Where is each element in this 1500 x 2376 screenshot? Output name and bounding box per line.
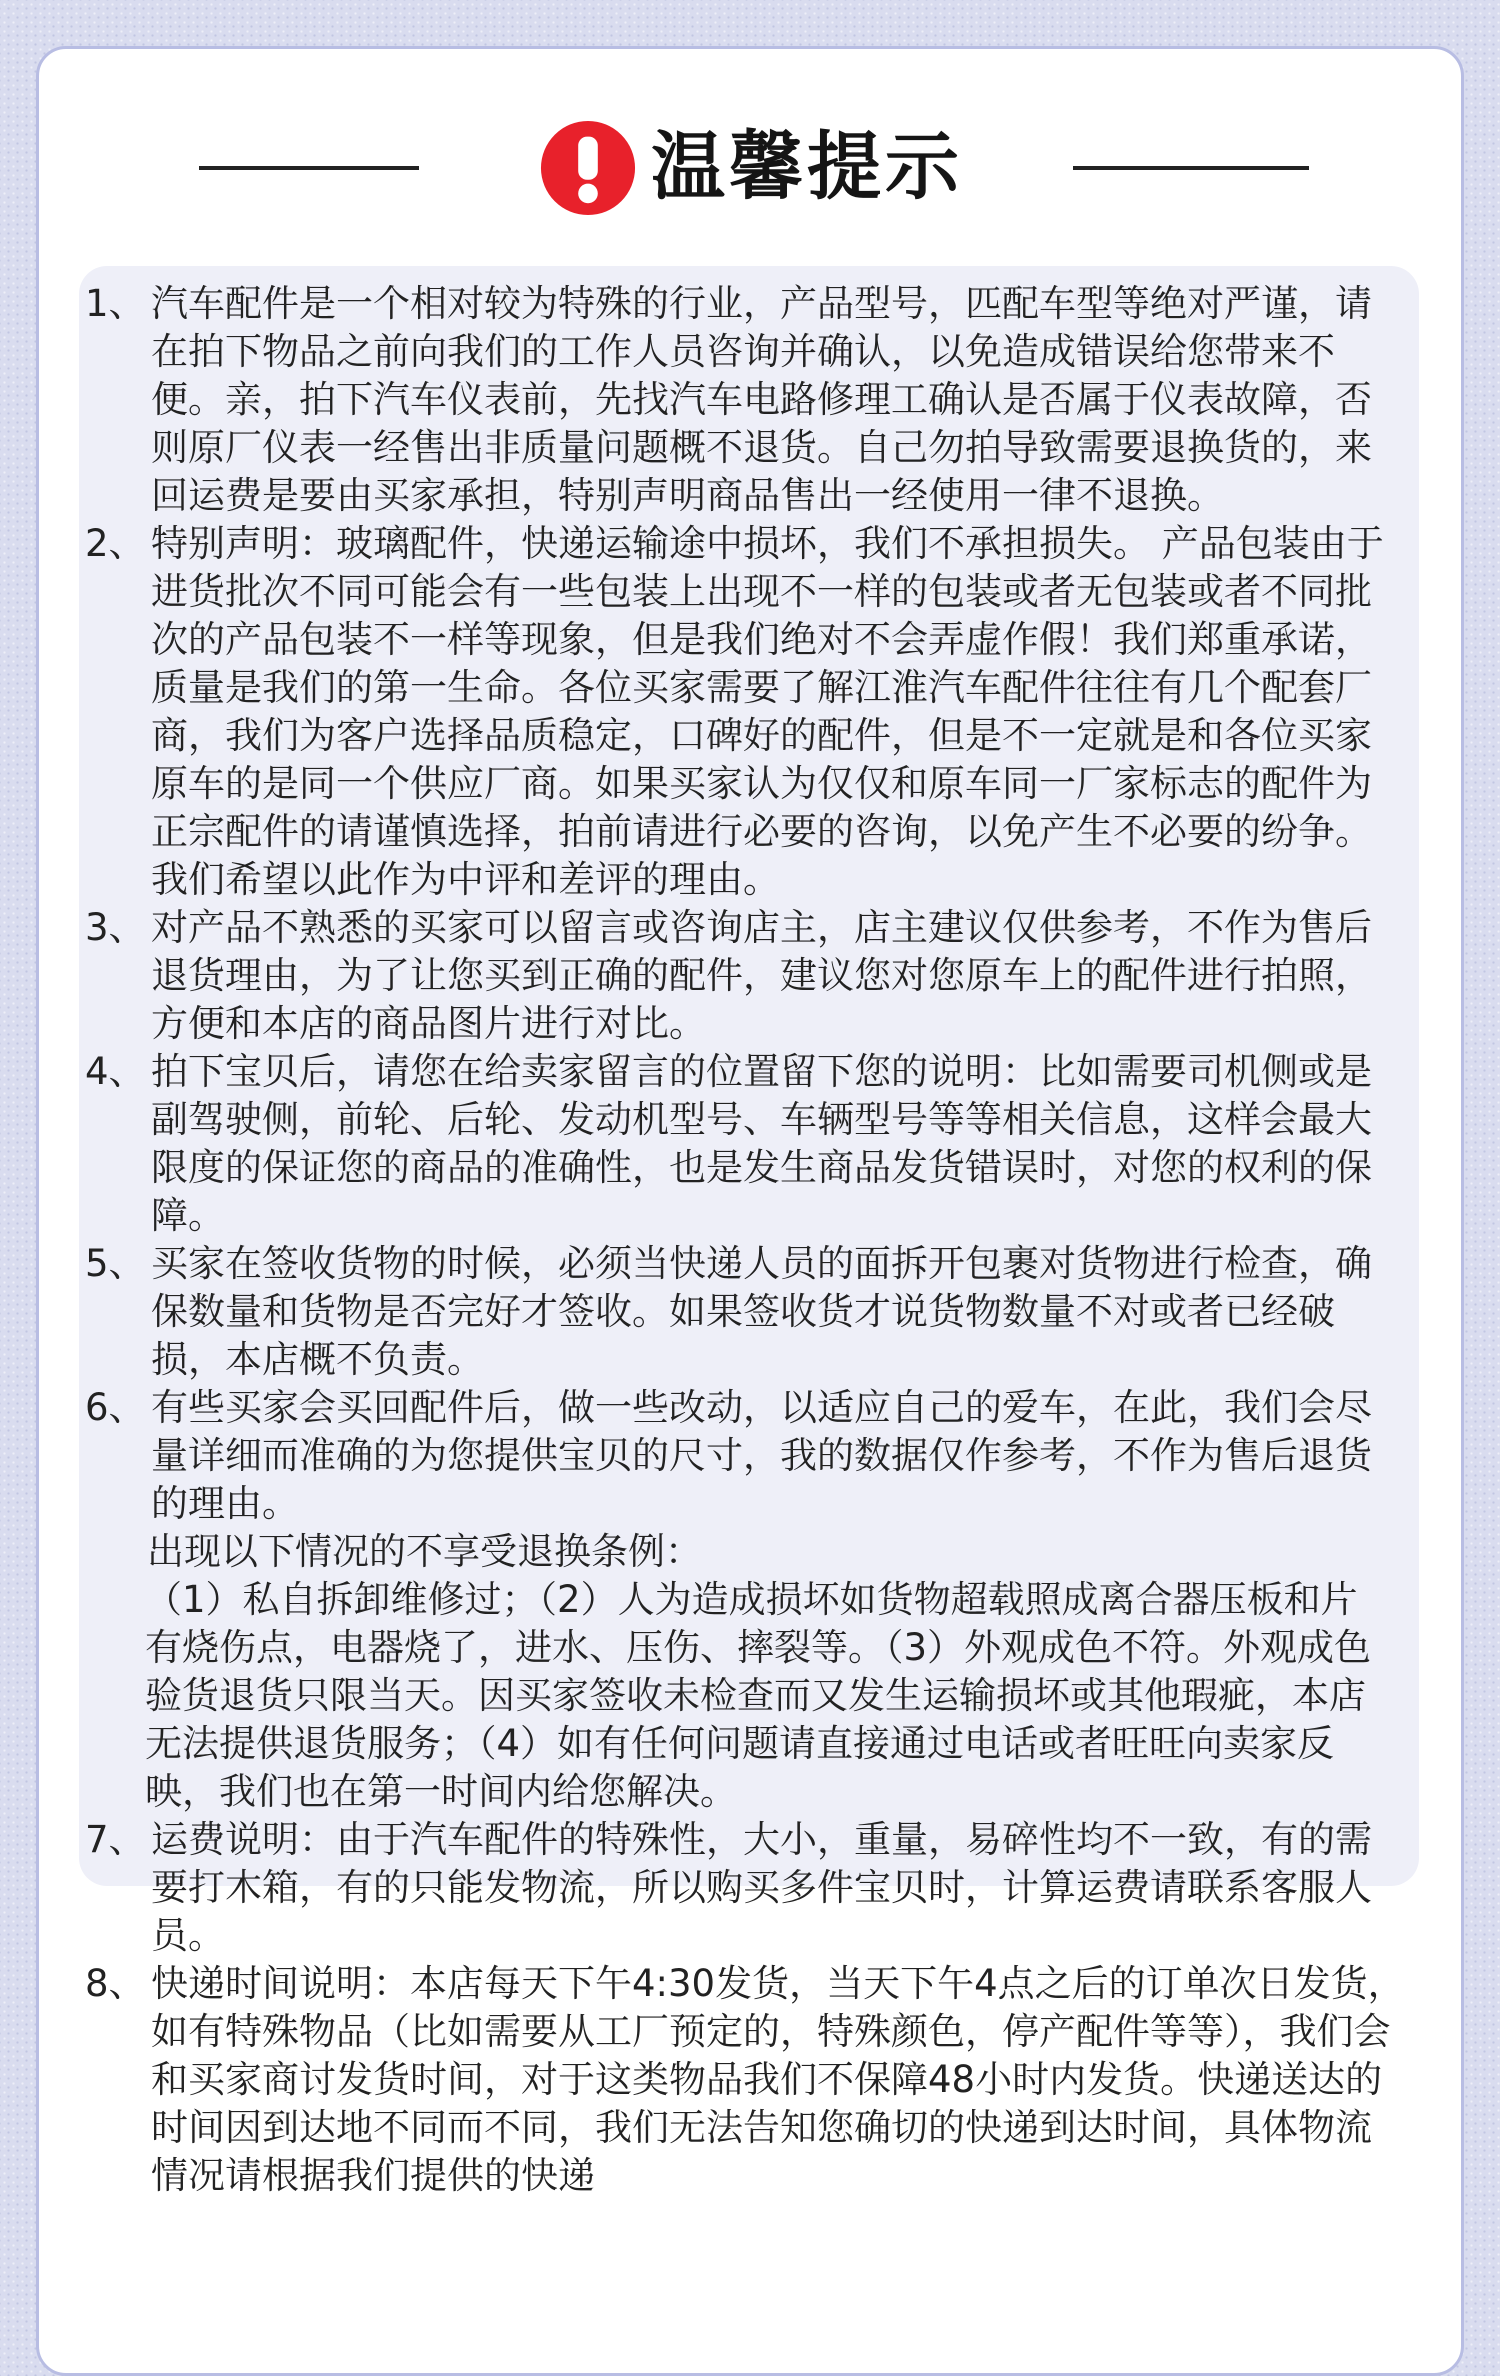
notice-item xyxy=(85,1960,1415,2200)
item-text: 拍下宝贝后，请您在给卖家留言的位置留下您的说明：比如需要司机侧或是副驾驶侧，前轮、后轮、发动机型号、车辆型号等等相关信息，这样会最大限度的保证您的商品的准确性，也是发生商品发货错误时，对您的权利的保障。 xyxy=(151,1050,1372,1237)
notice-item xyxy=(85,520,1415,904)
item-number: 6、 xyxy=(85,1386,146,1429)
item-number: 7、 xyxy=(85,1818,146,1861)
exceptions-heading: 出现以下情况的不享受退换条例： xyxy=(147,1530,702,1573)
header-rule-right xyxy=(1073,166,1309,170)
item-number: 2、 xyxy=(85,522,146,565)
notice-title: 温馨提示 xyxy=(651,124,963,210)
notice-item xyxy=(85,1816,1415,1960)
item-text: 对产品不熟悉的买家可以留言或咨询店主，店主建议仅供参考，不作为售后退货理由，为了让您买到正确的配件，建议您对您原车上的配件进行拍照，方便和本店的商品图片进行对比。 xyxy=(151,906,1372,1045)
item-number: 8、 xyxy=(85,1962,146,2005)
item-number: 1、 xyxy=(85,282,146,325)
notice-item xyxy=(85,1384,1415,1528)
exclamation-circle-icon xyxy=(539,119,637,217)
item-number: 5、 xyxy=(85,1242,146,1285)
item-number: 4、 xyxy=(85,1050,146,1093)
header-rule-left xyxy=(199,166,419,170)
item-number: 3、 xyxy=(85,906,146,949)
notice-item xyxy=(85,1240,1415,1384)
item-text: 快递时间说明：本店每天下午4:30发货，当天下午4点之后的订单次日发货，如有特殊物品（比如需要从工厂预定的，特殊颜色，停产配件等等），我们会和买家商讨发货时间，对于这类物品我们不保障48小时内发货。快递送达的时间因到达地不同而不同，我们无法告知您确切的快递到达时间，具体物流情况请根据我们提供的快递 xyxy=(151,1962,1405,2197)
notice-header xyxy=(39,49,1461,279)
notice-content xyxy=(85,280,1415,2200)
item-text: 运费说明：由于汽车配件的特殊性，大小，重量，易碎性均不一致，有的需要打木箱，有的只能发物流，所以购买多件宝贝时，计算运费请联系客服人员。 xyxy=(151,1818,1372,1957)
item-text: 有些买家会买回配件后，做一些改动，以适应自己的爱车，在此，我们会尽量详细而准确的为您提供宝贝的尺寸，我的数据仅作参考，不作为售后退货的理由。 xyxy=(151,1386,1372,1525)
item-text: 买家在签收货物的时候，必须当快递人员的面拆开包裹对货物进行检查，确保数量和货物是否完好才签收。如果签收货才说货物数量不对或者已经破损，本店概不负责。 xyxy=(151,1242,1372,1381)
item-text: 汽车配件是一个相对较为特殊的行业，产品型号，匹配车型等绝对严谨，请在拍下物品之前向我们的工作人员咨询并确认，以免造成错误给您带来不便。亲，拍下汽车仪表前，先找汽车电路修理工确认是否属于仪表故障，否则原厂仪表一经售出非质量问题概不退货。自己勿拍导致需要退换货的，来回运费是要由买家承担，特别声明商品售出一经使用一律不退换。 xyxy=(151,282,1372,517)
notice-item xyxy=(85,280,1415,520)
notice-item xyxy=(85,904,1415,1048)
item-text: 特别声明：玻璃配件，快递运输途中损坏，我们不承担损失。 产品包装由于进货批次不同可能会有一些包装上出现不一样的包装或者无包装或者不同批次的产品包装不一样等现象，但是我们绝对不会弄虚作假！我们郑重承诺，质量是我们的第一生命。各位买家需要了解江淮汽车配件往往有几个配套厂商，我们为客户选择品质稳定，口碑好的配件，但是不一定就是和各位买家原车的是同一个供应厂商。如果买家认为仅仅和原车同一厂家标志的配件为正宗配件的请谨慎选择，拍前请进行必要的咨询，以免产生不必要的纷争。我们希望以此作为中评和差评的理由。 xyxy=(151,522,1384,901)
exceptions-text: （1）私自拆卸维修过；（2）人为造成损坏如货物超载照成离合器压板和片有烧伤点，电器烧了，进水、压伤、摔裂等。（3）外观成色不符。外观成色验货退货只限当天。因买家签收未检查而又发生运输损坏或其他瑕疵，本店无法提供退货服务；（4）如有任何问题请直接通过电话或者旺旺向卖家反映，我们也在第一时间内给您解决。 xyxy=(145,1578,1372,1813)
notice-item xyxy=(85,1048,1415,1240)
